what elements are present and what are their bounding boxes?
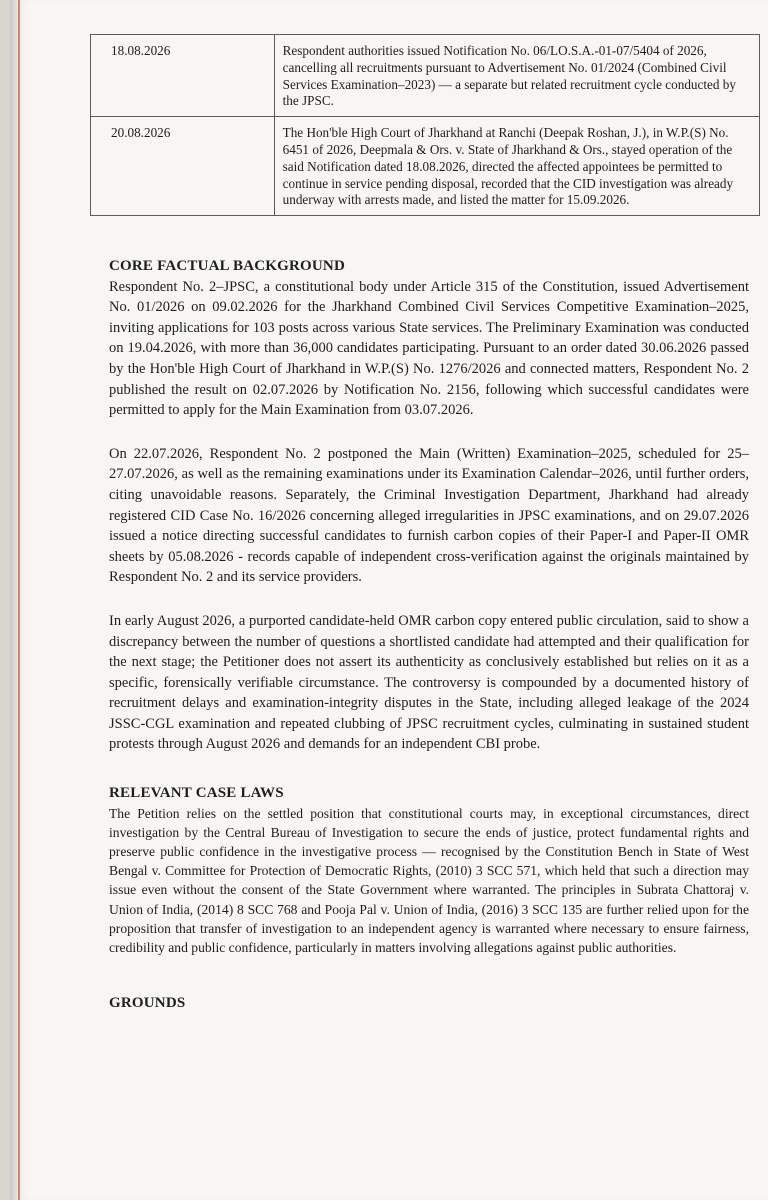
section-heading-case-laws: RELEVANT CASE LAWS	[109, 785, 284, 802]
paragraph: On 22.07.2026, Respondent No. 2 postponed the Main (Written) Examination–2025, scheduled for 25–27.07.2026, as well as the remaining examinations under its Examination Calendar–2026, until further orders, citing unavoidable reasons. Separately, the Criminal Investigation Department, Jharkhand had already registered CID Case No. 16/2026 concerning alleged irregularities in JPSC examinations, and on 29.07.2026 issued a notice directing successful candidates to furnish carbon copies of their Paper-I and Paper-II OMR sheets by 05.08.2026 - records capable of independent cross-verification against the originals maintained by Respondent No. 2 and its service providers.	[109, 445, 749, 586]
table-row	[91, 35, 760, 117]
paragraph: In early August 2026, a purported candidate-held OMR carbon copy entered public circulation, said to show a discrepancy between the number of questions a shortlisted candidate had attempted and their qualification for the next stage; the Petitioner does not assert its authenticity as conclusively established but relies on it as a specific, forensically verifiable circumstance. The controversy is compounded by a documented history of recruitment delays and examination-integrity disputes in the State, including alleged leakage of the 2024 JSSC-CGL examination and repeated clubbing of JPSC recruitment cycles, culminating in sustained student protests through August 2026 and demands for an independent CBI probe.	[109, 612, 749, 753]
event-date: 18.08.2026	[91, 35, 275, 117]
paragraph: Respondent No. 2–JPSC, a constitutional body under Article 315 of the Constitution, issued Advertisement No. 01/2026 on 09.02.2026 for the Jharkhand Combined Civil Services Competitive Examination–2025, inviting applications for 103 posts across various State services. The Preliminary Examination was conducted on 19.04.2026, with more than 36,000 candidates participating. Pursuant to an order dated 30.06.2026 passed by the Hon'ble High Court of Jharkhand in W.P.(S) No. 1276/2026 and connected matters, Respondent No. 2 published the result on 02.07.2026 by Notification No. 2156, following which successful candidates were permitted to apply for the Main Examination from 03.07.2026.	[109, 278, 749, 419]
event-date: 20.08.2026	[91, 117, 275, 216]
event-description: The Hon'ble High Court of Jharkhand at Ranchi (Deepak Roshan, J.), in W.P.(S) No. 6451 of 2026, Deepmala & Ors. v. State of Jharkhand & Ors., stayed operation of the said Notification dated 18.08.2026, directed the affected appointees be permitted to continue in service pending disposal, recorded that the CID investigation was already underway with arrests made, and listed the matter for 15.09.2026.	[274, 117, 759, 216]
document-page	[10, 0, 768, 1200]
document-body	[109, 256, 749, 1014]
section-heading-core-facts: CORE FACTUAL BACKGROUND	[109, 258, 346, 274]
section-heading-grounds: GROUNDS	[109, 995, 186, 1012]
event-description: Respondent authorities issued Notification No. 06/LO.S.A.-01-07/5404 of 2026, cancelling all recruitments pursuant to Advertisement No. 01/2024 (Combined Civil Services Examination–2023) — a separate but related recruitment cycle conducted by the JPSC.	[274, 35, 759, 117]
events-table	[90, 34, 760, 216]
table-row	[91, 117, 760, 216]
paragraph: The Petition relies on the settled position that constitutional courts may, in exceptional circumstances, direct investigation by the Central Bureau of Investigation to secure the ends of justice, protect fundamental rights and preserve public confidence in the investigative process — recognised by the Constitution Bench in State of West Bengal v. Committee for Protection of Democratic Rights, (2010) 3 SCC 571, which held that such a direction may issue even without the consent of the State Government where warranted. The principles in Subrata Chattoraj v. Union of India, (2014) 8 SCC 768 and Pooja Pal v. Union of India, (2016) 3 SCC 135 are further relied upon for the proposition that transfer of investigation to an independent agency is warranted where necessary to ensure fairness, credibility and public confidence, particularly in matters involving allegations against public authorities.	[109, 805, 749, 956]
margin-line	[18, 0, 20, 1200]
